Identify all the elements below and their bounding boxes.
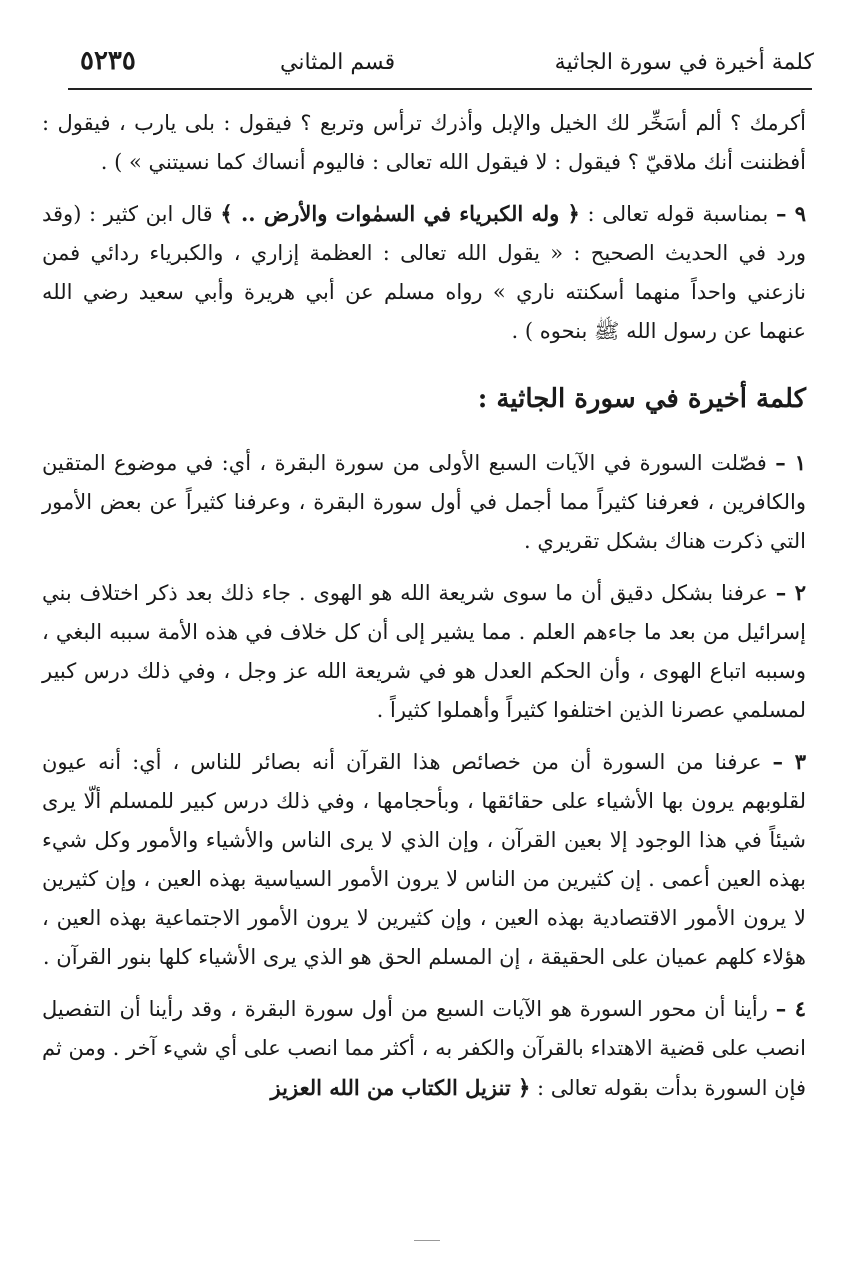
point-1	[42, 443, 806, 561]
point-text: عرفنا بشكل دقيق أن ما سوى شريعة الله هو الهوى . جاء ذلك بعد ذكر اختلاف بني إسرائيل من بعد ما جاءهم العلم . مما يشير إلى أن كل خلاف في هذه الأمة سببه البغي ، وسببه اتباع الهوى ، وأن الحكم العدل هو في شريعة الله عز وجل ، وفي ذلك درس كبير لمسلمي عصرنا الذين اختلفوا كثيراً وأهملوا كثيراً .	[42, 581, 806, 722]
header-rule	[68, 88, 812, 90]
point-text: فصّلت السورة في الآيات السبع الأولى من سورة البقرة ، أي: في موضوع المتقين والكافرين ، فعرفنا كثيراً مما أجمل في أول سورة البقرة ، وعرفنا كثيراً عن بعض الأمور التي ذكرت هناك بشكل تقريري .	[42, 451, 806, 553]
page-header	[70, 44, 814, 84]
quran-verse: ﴿ تنزيل الكتاب من الله العزيز	[270, 1075, 531, 1100]
note-number: ٩ –	[775, 201, 807, 226]
paragraph-note-9	[42, 194, 806, 351]
point-4	[42, 989, 806, 1108]
point-number: ٢ –	[775, 580, 806, 605]
quran-verse: ﴿ وله الكبرياء في السمٰوات والأرض .. ﴾	[220, 201, 580, 226]
point-2	[42, 573, 806, 730]
part-name: قسم المثاني	[280, 50, 396, 75]
point-number: ٣ –	[772, 749, 806, 774]
running-title: كلمة أخيرة في سورة الجاثية	[554, 50, 814, 75]
point-number: ١ –	[775, 450, 807, 475]
note-text: قال ابن كثير : (وقد ورد في الحديث الصحيح : « يقول الله تعالى : العظمة إزاري ، والكبرياء ردائي فمن نازعني واحداً منهما أسكنته ناري » رواه مسلم عن أبي هريرة وأبي سعيد رضي الله عنهما عن رسول الله ﷺ بنحوه ) .	[42, 202, 806, 343]
page-number: ٥٢٣٥	[80, 46, 136, 76]
section-heading: كلمة أخيرة في سورة الجاثية :	[477, 384, 806, 414]
bottom-mark	[414, 1240, 440, 1241]
paragraph-text: أكرمك ؟ ألم أسَخِّر لك الخيل والإبل وأذرك ترأس وتربع ؟ فيقول : بلى يارب ، فيقول : أفظننت أنك ملاقيّ ؟ فيقول : لا فيقول الله تعالى : فاليوم أنساك كما نسيتني » ) .	[42, 111, 806, 174]
note-intro: بمناسبة قوله تعالى :	[579, 202, 776, 226]
paragraph-continued	[42, 104, 806, 182]
point-number: ٤ –	[775, 996, 807, 1021]
body-text	[42, 104, 806, 1120]
point-3	[42, 742, 806, 977]
point-text: رأينا أن محور السورة هو الآيات السبع من أول سورة البقرة ، وقد رأينا أن التفصيل انصب على قضية الاهتداء بالقرآن والكفر به ، أكثر مما انصب على أي شيء آخر . ومن ثم فإن السورة بدأت بقوله تعالى :	[42, 997, 806, 1100]
point-text: عرفنا من السورة أن من خصائص هذا القرآن أنه بصائر للناس ، أي: أنه عيون لقلوبهم يرون بها الأشياء على حقائقها ، وبأحجامها ، وفي ذلك درس كبير للمسلم ألّا يرى شيئاً في هذا الوجود إلا بعين القرآن ، وإن الذي لا يرى الناس والأشياء والأمور وكل شيء بهذه العين أعمى . إن كثيرين من الناس لا يرون الأمور السياسية بهذه العين ، وإن كثيرين لا يرون الأمور الاقتصادية بهذه العين ، وإن كثيرين لا يرون الأمور الاجتماعية بهذه العين ، هؤلاء كلهم عميان على الحقيقة ، إن المسلم الحق هو الذي يرى الأشياء كلها بنور القرآن .	[42, 750, 806, 969]
